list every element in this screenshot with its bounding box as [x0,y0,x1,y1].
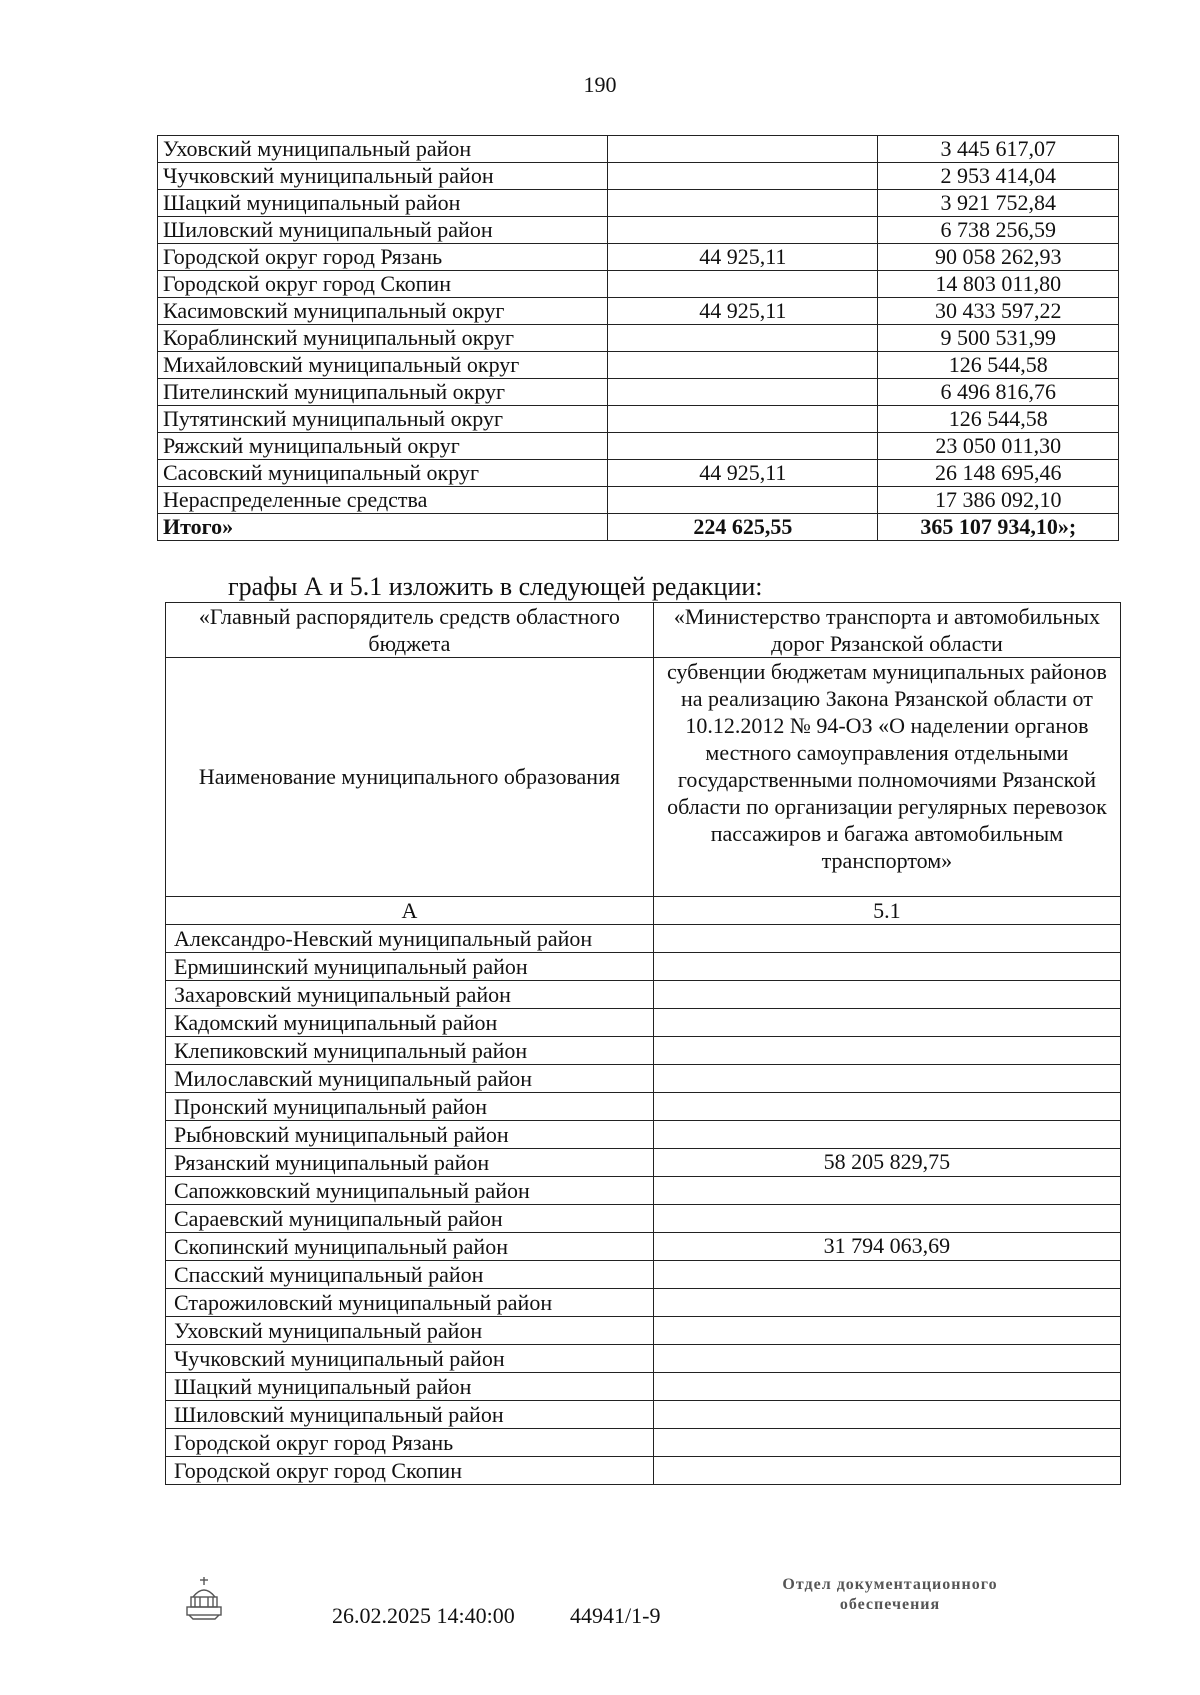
subvention-amount [653,1121,1120,1149]
municipality-name: Касимовский муниципальный округ [158,298,608,325]
municipality-name: Клепиковский муниципальный район [166,1037,654,1065]
total-row [158,514,1119,541]
municipality-name: Милославский муниципальный район [166,1065,654,1093]
table-row [158,217,1119,244]
municipality-name: Ермишинский муниципальный район [166,953,654,981]
header-municipality-label: Наименование муниципального образования [166,658,654,897]
allocation-table-continued [157,135,1119,541]
table-row [166,1289,1121,1317]
subvention-amount [653,1345,1120,1373]
subvention-amount [653,1093,1120,1121]
table-row [166,953,1121,981]
header-subvention-description: субвенции бюджетам муниципальных районов на реализацию Закона Рязанской области от 10.12.2012 № 94-ОЗ «О наделении органов местного самоуправления отдельными государственными полномочиями Рязанской области по организации регулярных перевозок пассажиров и багажа автомобильным транспортом» [653,658,1120,897]
amount-cell [608,136,878,163]
table-row [158,352,1119,379]
subvention-amount [653,953,1120,981]
municipality-name: Захаровский муниципальный район [166,981,654,1009]
table-row [166,1401,1121,1429]
municipality-name: Шацкий муниципальный район [158,190,608,217]
municipality-name: Кораблинский муниципальный округ [158,325,608,352]
municipality-name: Спасский муниципальный район [166,1261,654,1289]
amount-cell [608,190,878,217]
municipality-name: Городской округ город Скопин [158,271,608,298]
subvention-amount [653,1065,1120,1093]
table-row [166,1261,1121,1289]
table-row [166,1009,1121,1037]
amount-cell [608,217,878,244]
municipality-name: Сараевский муниципальный район [166,1205,654,1233]
table-row [166,1429,1121,1457]
table-row [166,1121,1121,1149]
amount-cell: 9 500 531,99 [878,325,1119,352]
table-row [158,163,1119,190]
total-label: Итого» [158,514,608,541]
subvention-amount [653,1401,1120,1429]
document-number: 44941/1-9 [570,1603,661,1628]
municipality-name: Сапожковский муниципальный район [166,1177,654,1205]
subvention-amount [653,925,1120,953]
municipality-name: Скопинский муниципальный район [166,1233,654,1261]
subvention-amount [653,1009,1120,1037]
total-amount: 224 625,55 [608,514,878,541]
column-number-row [166,897,1121,925]
table-row [158,406,1119,433]
municipality-name: Пителинский муниципальный округ [158,379,608,406]
municipality-name: Чучковский муниципальный район [158,163,608,190]
table-row [158,298,1119,325]
municipality-name: Городской округ город Скопин [166,1457,654,1485]
table-row [166,1373,1121,1401]
amount-cell: 90 058 262,93 [878,244,1119,271]
table-row [158,487,1119,514]
instruction-text: графы А и 5.1 изложить в следующей редакции: [228,572,763,601]
municipality-name: Городской округ город Рязань [166,1429,654,1457]
table-row [166,1233,1121,1261]
subvention-table [165,602,1121,1485]
table-row [166,1205,1121,1233]
table-row [166,1037,1121,1065]
amount-cell: 126 544,58 [878,406,1119,433]
municipality-name: Александро-Невский муниципальный район [166,925,654,953]
municipality-name: Шиловский муниципальный район [166,1401,654,1429]
amount-cell [608,163,878,190]
municipality-name: Кадомский муниципальный район [166,1009,654,1037]
amount-cell [608,487,878,514]
municipality-name: Ряжский муниципальный округ [158,433,608,460]
subvention-amount [653,1037,1120,1065]
amount-cell [608,406,878,433]
table-row [158,190,1119,217]
table-row [166,1345,1121,1373]
table-row [158,325,1119,352]
table-row [158,136,1119,163]
header-distributor-label: «Главный распорядитель средств областного бюджета [166,603,654,658]
table-row [166,981,1121,1009]
municipality-name: Старожиловский муниципальный район [166,1289,654,1317]
amount-cell [608,271,878,298]
table-row [166,1177,1121,1205]
municipality-name: Нераспределенные средства [158,487,608,514]
table-row [158,433,1119,460]
subvention-amount [653,1205,1120,1233]
page-number: 190 [583,72,617,97]
amount-cell [608,433,878,460]
municipality-name: Сасовский муниципальный округ [158,460,608,487]
department-stamp-line1: Отдел документационного [782,1576,998,1593]
column-5-1-label: 5.1 [653,897,1120,925]
subvention-amount [653,1373,1120,1401]
subvention-amount [653,1317,1120,1345]
subvention-amount [653,1429,1120,1457]
stamp-datetime: 26.02.2025 14:40:00 [332,1603,515,1628]
allocation-table-body [158,136,1119,541]
table-row [166,1149,1121,1177]
subvention-amount: 58 205 829,75 [653,1149,1120,1177]
municipality-name: Михайловский муниципальный округ [158,352,608,379]
municipality-name: Шацкий муниципальный район [166,1373,654,1401]
amount-cell: 44 925,11 [608,460,878,487]
amount-cell: 17 386 092,10 [878,487,1119,514]
table-row [158,244,1119,271]
amount-cell: 3 921 752,84 [878,190,1119,217]
emblem-icon [183,1575,225,1621]
municipality-name: Пронский муниципальный район [166,1093,654,1121]
subvention-table-body [166,603,1121,1485]
amount-cell: 23 050 011,30 [878,433,1119,460]
subvention-amount [653,981,1120,1009]
department-stamp [740,1575,1040,1615]
total-amount: 365 107 934,10»; [878,514,1119,541]
header-ministry-name: «Министерство транспорта и автомобильных дорог Рязанской области [653,603,1120,658]
subvention-amount [653,1457,1120,1485]
subvention-amount [653,1261,1120,1289]
amount-cell: 6 496 816,76 [878,379,1119,406]
amount-cell [608,352,878,379]
table-row [166,1457,1121,1485]
municipality-name: Чучковский муниципальный район [166,1345,654,1373]
amount-cell: 30 433 597,22 [878,298,1119,325]
amount-cell [608,379,878,406]
amount-cell: 14 803 011,80 [878,271,1119,298]
municipality-name: Рыбновский муниципальный район [166,1121,654,1149]
table-row [166,1093,1121,1121]
column-a-label: А [166,897,654,925]
municipality-name: Уховский муниципальный район [158,136,608,163]
table-row [158,271,1119,298]
municipality-name: Городской округ город Рязань [158,244,608,271]
subvention-amount [653,1177,1120,1205]
table-row [166,925,1121,953]
table-row [158,379,1119,406]
header-row-distributor [166,603,1121,658]
municipality-name: Уховский муниципальный район [166,1317,654,1345]
amount-cell: 3 445 617,07 [878,136,1119,163]
subvention-amount [653,1289,1120,1317]
amount-cell: 44 925,11 [608,298,878,325]
header-row-description [166,658,1121,897]
table-row [158,460,1119,487]
amount-cell [608,325,878,352]
municipality-name: Рязанский муниципальный район [166,1149,654,1177]
amount-cell: 126 544,58 [878,352,1119,379]
department-stamp-line2: обеспечения [839,1596,941,1613]
footer [0,1575,1200,1655]
table-row [166,1317,1121,1345]
municipality-name: Шиловский муниципальный район [158,217,608,244]
table-row [166,1065,1121,1093]
subvention-amount: 31 794 063,69 [653,1233,1120,1261]
amount-cell: 2 953 414,04 [878,163,1119,190]
amount-cell: 44 925,11 [608,244,878,271]
municipality-name: Путятинский муниципальный округ [158,406,608,433]
amount-cell: 26 148 695,46 [878,460,1119,487]
amount-cell: 6 738 256,59 [878,217,1119,244]
